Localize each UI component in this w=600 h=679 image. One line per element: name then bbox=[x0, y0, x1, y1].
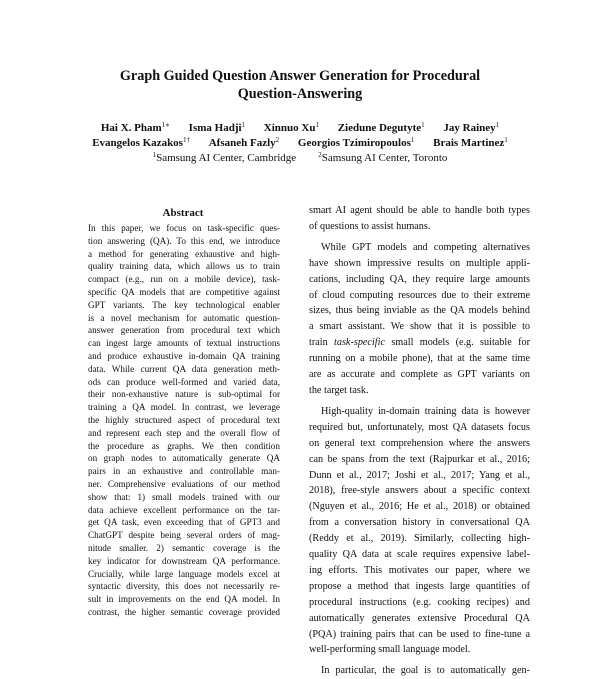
affiliation: Samsung AI Center, Cambridge bbox=[156, 152, 297, 164]
text-line: 2018), free-style answers about a specific context bbox=[309, 485, 530, 497]
text-line: ner. Comprehensive evaluations of our method bbox=[88, 478, 280, 489]
abstract-text bbox=[88, 222, 280, 619]
text-line: smart AI agent should be able to handle both types bbox=[309, 205, 530, 216]
author-name: Afsaneh Fazly bbox=[208, 137, 276, 149]
text-line: get QA task, even exceeding that of GPT3 and bbox=[88, 517, 280, 528]
text-line: are as accurate and complete as GPT variants on bbox=[309, 369, 530, 381]
author-name: Hai X. Pham bbox=[100, 122, 162, 134]
text-line: key indicator for downstream QA performance. bbox=[88, 555, 280, 566]
text-line: ing efforts. This motivates our paper, where we bbox=[309, 564, 530, 576]
author-sup: 1∗ bbox=[161, 121, 170, 129]
text-line: data. While current QA data generation meth- bbox=[88, 363, 280, 374]
text-line: cations, including QA, they require large amounts bbox=[309, 273, 530, 285]
text-line: (PQA) training pairs that can be used to fine-tune a bbox=[309, 628, 530, 640]
author-block bbox=[40, 121, 560, 166]
text-line: from a conversation history in conversational QA bbox=[309, 517, 530, 529]
paper-title bbox=[60, 67, 540, 103]
text-line: (Reddy et al., 2019). Similarly, collecting high- bbox=[309, 533, 530, 545]
text-line: (Nguyen et al., 2016; He et al., 2018) or obtained bbox=[309, 501, 530, 513]
author-name: Isma Hadji bbox=[188, 122, 242, 134]
text-line: contrast, the higher semantic coverage provided bbox=[88, 606, 280, 617]
author-sup: 1 bbox=[504, 136, 508, 144]
text-line: While GPT models and competing alternatives bbox=[321, 241, 530, 253]
author-sup: 2 bbox=[275, 136, 280, 144]
author-sup: 1 bbox=[241, 121, 246, 129]
text-line: the highly structured aspect of procedural text bbox=[88, 414, 280, 425]
text-line: the procedure as graphs. We then condition bbox=[88, 440, 280, 451]
text-line: syntactic diversity, this does not necessarily re- bbox=[88, 581, 280, 592]
author-name: Ziedune Degutyte bbox=[337, 122, 422, 134]
text-line: pairs in an exhaustive and controllable man- bbox=[88, 466, 280, 477]
text-line: propose a method that ingests large quantities of bbox=[309, 580, 530, 592]
text-line: answer generation from procedural text which bbox=[88, 325, 280, 336]
text-line: automatically generates extensive Procedural QA bbox=[309, 612, 530, 624]
text-line: procedural instructions (e.g. cooking recipes) and bbox=[309, 596, 530, 608]
author-name: Brais Martinez bbox=[433, 137, 505, 149]
affiliation-row bbox=[40, 151, 560, 166]
text-line: specific QA models that are competitive against bbox=[88, 286, 280, 297]
affiliation: Samsung AI Center, Toronto bbox=[321, 152, 448, 164]
affiliation-sup: 2 bbox=[318, 151, 322, 159]
text-line: their non-exhaustive nature is sub-optimal for bbox=[88, 389, 280, 400]
author-row-2 bbox=[40, 136, 560, 151]
body-column-right bbox=[309, 203, 530, 679]
paragraph-2 bbox=[309, 240, 530, 399]
text-line: Crucially, while large language models excel at bbox=[88, 568, 280, 579]
text-line: tion answering (QA). To this end, we introduce bbox=[88, 235, 280, 246]
text-line: quality training data, which allows us to train bbox=[88, 261, 280, 272]
text-line: show that: 1) small models trained with our bbox=[88, 491, 280, 502]
author-sup: 1† bbox=[182, 136, 190, 144]
text-line: can ingest large amounts of textual instructions bbox=[88, 338, 280, 349]
text-line: a smart assistant. We show that it is possible to bbox=[309, 321, 530, 333]
author-name: Xinnuo Xu bbox=[263, 122, 316, 134]
text-line: GPT variants. The key technological enabler bbox=[88, 299, 280, 310]
paragraph-3 bbox=[309, 404, 530, 659]
author-row-1 bbox=[40, 121, 560, 136]
author-name: Jay Rainey bbox=[443, 122, 496, 134]
text-line: running on a mobile phone), that at the same time bbox=[309, 353, 530, 365]
title-line-2: Question-Answering bbox=[237, 86, 363, 102]
text-line: ods can produce well-formed and varied data, bbox=[88, 376, 280, 387]
text-line: data achieve excellent performance on the tar- bbox=[88, 504, 280, 515]
abstract-heading: Abstract bbox=[162, 207, 204, 219]
text-line: Dunn et al., 2017; Joshi et al., 2017; Yang et al., bbox=[309, 469, 530, 481]
text-line: and represent each step and the overall flow of bbox=[88, 427, 280, 438]
text-line: In this paper, we focus on task-specific ques- bbox=[88, 223, 280, 233]
text-line: nitude smaller. 2) semantic coverage is the bbox=[88, 542, 280, 553]
text-line: is a novel mechanism for automatic question- bbox=[88, 312, 280, 323]
text-line: on general text comprehension where the answers bbox=[309, 437, 530, 449]
text-line: and produce exhaustive in-domain QA training bbox=[88, 350, 280, 361]
text-line: of cloud computing resources due to their extreme bbox=[309, 289, 530, 301]
text-line: can be spans from the text (Rajpurkar et al., 2016; bbox=[309, 453, 530, 465]
author-name: Evangelos Kazakos bbox=[92, 137, 183, 149]
text-line bbox=[309, 335, 530, 351]
title-line-1: Graph Guided Question Answer Generation for Procedural bbox=[119, 68, 481, 84]
author-sup: 1 bbox=[410, 136, 415, 144]
author-name: Georgios Tzimiropoulos bbox=[297, 137, 411, 149]
text-fragment: train bbox=[309, 337, 335, 349]
text-line: compact (e.g., run on a mobile device), task- bbox=[88, 274, 280, 285]
paragraph-1 bbox=[309, 203, 530, 235]
text-emphasis: task-specific bbox=[334, 337, 385, 349]
text-line: In particular, the goal is to automatically gen- bbox=[321, 665, 530, 677]
text-line: High-quality in-domain training data is however bbox=[321, 405, 530, 417]
paragraph-4 bbox=[309, 663, 530, 679]
text-line: quality QA data at scale requires expensive label- bbox=[309, 549, 530, 561]
text-line: training a QA model. In contrast, we leverage bbox=[88, 402, 280, 413]
text-line: sizes, thus being inviable as the QA models behind bbox=[309, 305, 530, 317]
author-sup: 1 bbox=[495, 121, 500, 129]
text-line: on graph nodes to automatically generate QA bbox=[88, 453, 280, 464]
text-line: required but, unfortunately, most QA datasets focus bbox=[309, 421, 530, 433]
text-line: well-performing small language model. bbox=[309, 644, 471, 656]
text-line: have shown impressive results on multiple appli- bbox=[309, 257, 530, 269]
text-fragment: small models (e.g. suitable for bbox=[384, 337, 530, 349]
text-line: ChatGPT despite being several orders of mag- bbox=[88, 530, 280, 541]
author-sup: 1 bbox=[421, 121, 425, 129]
text-line: sult in improvements on the end QA model. In bbox=[88, 594, 280, 605]
affiliation-sup: 1 bbox=[152, 151, 157, 159]
text-line: the target task. bbox=[309, 384, 369, 396]
text-line: of questions to assist humans. bbox=[309, 220, 431, 232]
text-line: a method for generating exhaustive and high- bbox=[88, 248, 280, 259]
author-sup: 1 bbox=[315, 121, 319, 129]
